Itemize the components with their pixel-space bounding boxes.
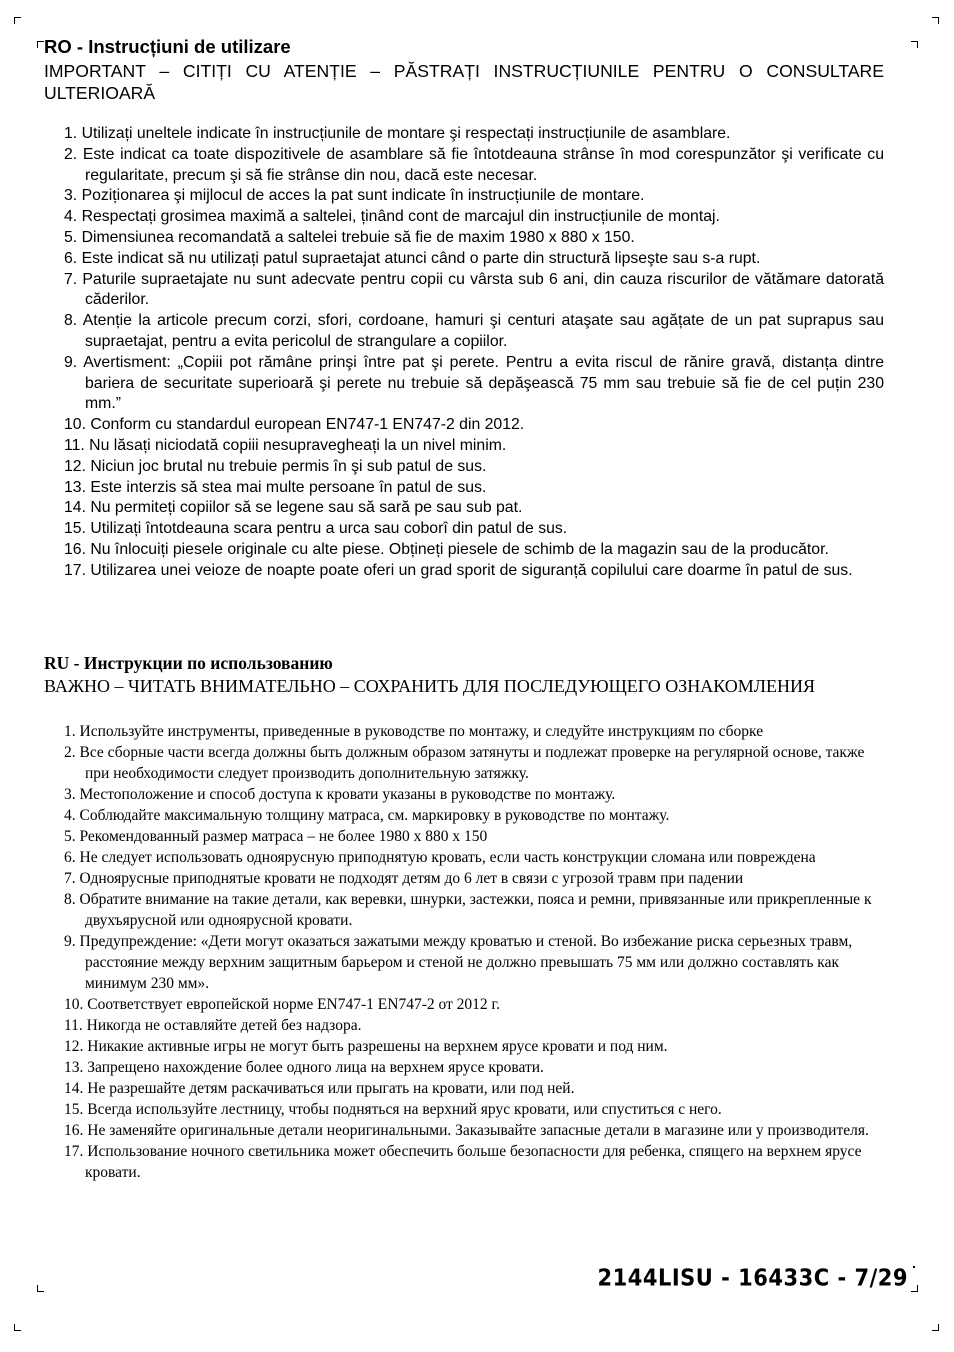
- ro-section: [44, 36, 884, 582]
- list-item: 15. Utilizați întotdeauna scara pentru a urca sau coborî din patul de sus.: [64, 520, 568, 538]
- ro-important-notice: IMPORTANT – CITIȚI CU ATENȚIE – PĂSTRAȚI INSTRUCȚIUNILE PENTRU O CONSULTARE ULTERIOARĂ: [44, 61, 884, 103]
- list-item: 2. Este indicat ca toate dispozitivele de asamblare să fie întotdeauna strânse în mod corespunzător şi verificate cu regularitate, precum şi să fie strânse din nou, dacă este necesar.: [64, 145, 884, 184]
- crop-mark: [37, 41, 44, 48]
- list-item: 6. Este indicat să nu utilizați patul supraetajat atunci când o parte din structură lipseşte sau s-a rupt.: [64, 249, 761, 267]
- list-item: 9. Avertisment: „Copiii pot rămâne prinşi între pat şi perete. Pentru a evita riscul de rănire gravă, distanța dintre bariera de securitate superioară şi perete nu trebuie să depăşească 75 mm sau trebuie să fie de cel puțin 230 mm.”: [64, 353, 884, 413]
- list-item: 10. Соответствует европейской норме EN747-1 EN747-2 от 2012 г.: [64, 996, 501, 1013]
- list-item: 3. Poziționarea şi mijlocul de acces la pat sunt indicate în instrucțiunile de montare.: [64, 187, 645, 205]
- list-item: 16. Не заменяйте оригинальные детали неоригинальными. Заказывайте запасные детали в магазине или у производителя.: [64, 1122, 869, 1139]
- list-item: 13. Запрещено нахождение более одного лица на верхнем ярусе кровати.: [64, 1059, 544, 1076]
- crop-mark: [37, 1285, 44, 1292]
- list-item: 10. Conform cu standardul european EN747-1 EN747-2 din 2012.: [64, 416, 525, 434]
- list-item: 7. Paturile supraetajate nu sunt adecvate pentru copii cu vârsta sub 6 ani, din cauza riscurilor de vătămare datorată căderilor.: [64, 270, 884, 309]
- list-item: 4. Соблюдайте максимальную толщину матраса, см. маркировку в руководстве по монтажу.: [64, 807, 670, 824]
- list-item: 3. Местоположение и способ доступа к кровати указаны в руководстве по монтажу.: [64, 786, 616, 803]
- list-item: 11. Никогда не оставляйте детей без надзора.: [64, 1017, 362, 1034]
- list-item: 11. Nu lăsați niciodată copiii nesupravegheați la un nivel minim.: [64, 436, 507, 454]
- list-item: 14. Не разрешайте детям раскачиваться или прыгать на кровати, или под ней.: [64, 1080, 575, 1097]
- list-item: 1. Utilizați uneltele indicate în instrucțiunile de montare şi respectați instrucțiunile de asamblare.: [64, 125, 731, 142]
- list-item: 14. Nu permiteți copiilor să se legene sau să sară pe sau sub pat.: [64, 499, 523, 517]
- list-item: 17. Использование ночного светильника может обеспечить больше безопасности для ребенка, спящего на верхнем ярусе кровати.: [64, 1143, 862, 1181]
- list-item: 13. Este interzis să stea mai multe persoane în patul de sus.: [64, 478, 487, 496]
- crop-mark: [14, 17, 21, 24]
- list-item: 6. Не следует использовать одноярусную приподнятую кровать, если часть конструкции сломана или повреждена: [64, 849, 816, 866]
- list-item: 12. Никакие активные игры не могут быть разрешены на верхнем ярусе кровати и под ним.: [64, 1038, 668, 1055]
- ro-instructions-list: [44, 124, 884, 582]
- ru-section: [44, 652, 884, 1183]
- ru-important-notice: ВАЖНО – ЧИТАТЬ ВНИМАТЕЛЬНО – СОХРАНИТЬ ДЛЯ ПОСЛЕДУЮЩЕГО ОЗНАКОМЛЕНИЯ: [44, 676, 816, 696]
- list-item: 17. Utilizarea unei veioze de noapte poate oferi un grad sporit de siguranță copilului care doarme în patul de sus.: [64, 561, 853, 579]
- list-item: 15. Всегда используйте лестницу, чтобы подняться на верхний ярус кровати, или спуститься с него.: [64, 1101, 722, 1118]
- list-item: 7. Одноярусные приподнятые кровати не подходят детям до 6 лет в связи с угрозой травм при падении: [64, 870, 744, 887]
- ru-section-title: RU - Инструкции по использованию: [44, 653, 333, 673]
- ru-instructions-list: [44, 721, 884, 1183]
- list-item: 5. Dimensiunea recomandată a saltelei trebuie să fie de maxim 1980 x 880 x 150.: [64, 228, 635, 246]
- crop-mark: [14, 1324, 21, 1331]
- list-item: 12. Niciun joc brutal nu trebuie permis în şi sub patul de sus.: [64, 457, 487, 475]
- crop-mark: [911, 41, 918, 48]
- page-footer-code: 2144LISU - 16433C - 7/29: [597, 1265, 908, 1291]
- list-item: 8. Atenție la articole precum corzi, sfori, cordoane, hamuri şi centuri ataşate sau agățate de un pat suprapus sau supraetajat, pentru a evita pericolul de strangulare a copiilor.: [64, 312, 884, 350]
- ro-section-title: RO - Instrucțiuni de utilizare: [44, 36, 291, 57]
- crop-mark: [932, 17, 939, 24]
- crop-mark: [911, 1285, 918, 1292]
- list-item: 2. Все сборные части всегда должны быть должным образом затянуты и подлежат проверке на регулярной основе, также при необходимости следует производить дополнительную затяжку.: [64, 744, 865, 782]
- list-item: 5. Рекомендованный размер матраса – не более 1980 x 880 x 150: [64, 828, 488, 845]
- list-item: 9. Предупреждение: «Дети могут оказаться зажатыми между кроватью и стеной. Во избежание риска серьезных травм, расстояние между верхним защитным барьером и стеной не должно превышать 75 мм или должно составлять как минимум 230 мм».: [64, 933, 853, 992]
- crop-mark: [932, 1324, 939, 1331]
- list-item: 16. Nu înlocuiți piesele originale cu alte piese. Obțineți piesele de schimb de la magazin sau de la producător.: [64, 540, 829, 558]
- list-item: 8. Обратите внимание на такие детали, как веревки, шнурки, застежки, пояса и ремни, привязанные или прикрепленные к двухъярусной или одноярусной кровати.: [64, 891, 872, 929]
- footer-dot: [913, 1266, 915, 1268]
- list-item: 1. Используйте инструменты, приведенные в руководстве по монтажу, и следуйте инструкциям по сборке: [64, 723, 764, 740]
- list-item: 4. Respectați grosimea maximă a saltelei, ținând cont de marcajul din instrucțiunile de montaj.: [64, 208, 720, 226]
